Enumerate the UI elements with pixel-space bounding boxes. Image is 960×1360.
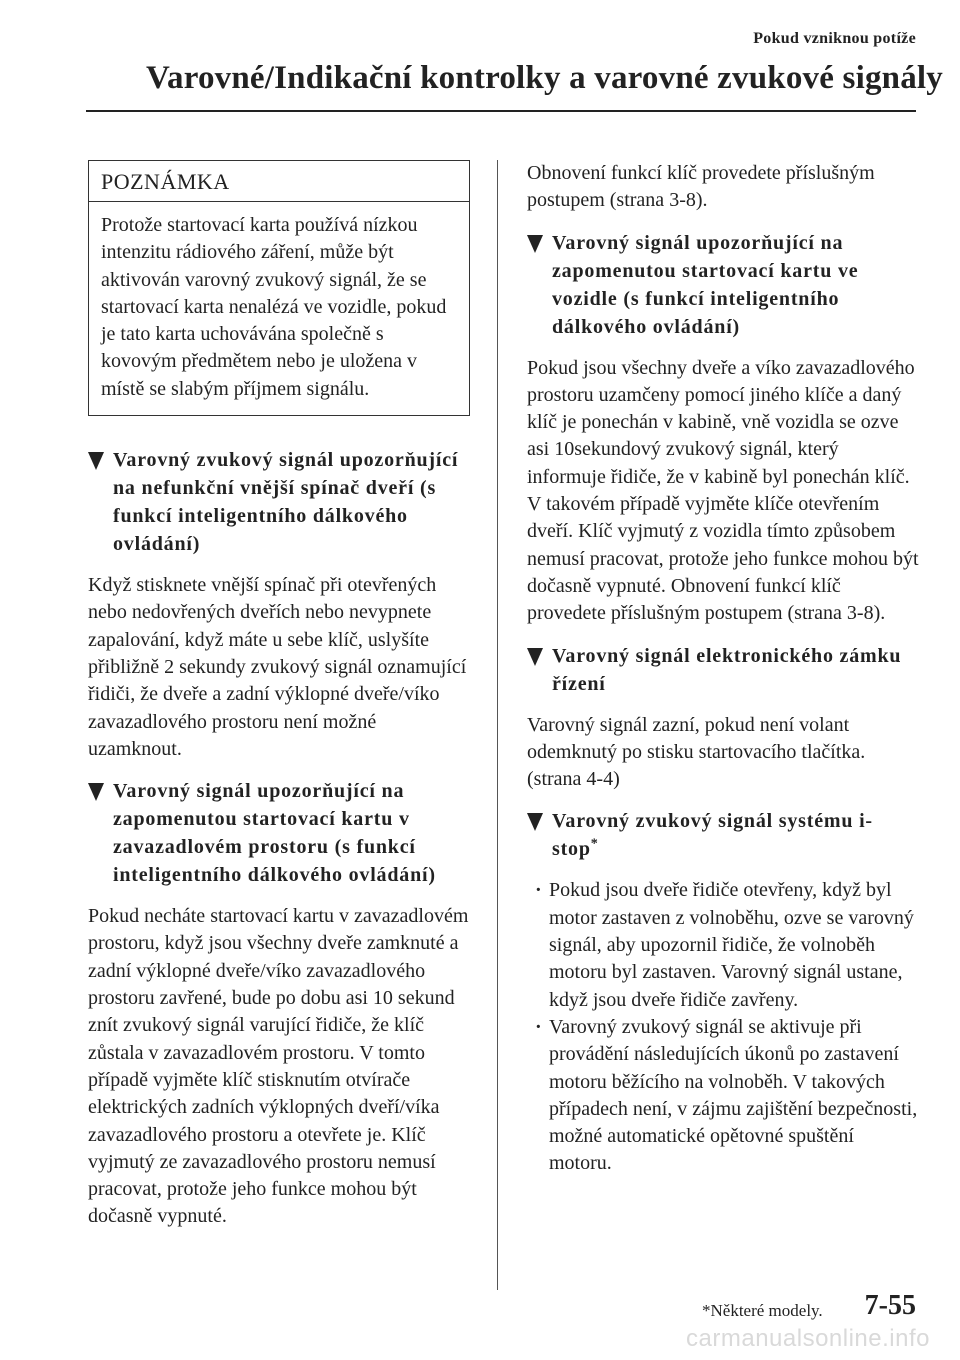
section-heading [88,777,470,889]
footnote-marker: * [590,836,599,852]
section-heading-text: Varovný signál upozorňující na zapomenutou startovací kartu v zavazadlovém prostoru (s funkcí inteligentního dálkového ovládání) [113,780,436,887]
section-heading [527,229,919,341]
bullet-dot-icon: · [535,1015,542,1038]
section-paragraph: Pokud necháte startovací kartu v zavazadlovém prostoru, když jsou všechny dveře zamknuté a zadní výklopné dveře/víko zavazadlového prostoru zavřené, bude po dobu asi 10 sekund znít zvukový signál varující řidiče, že klíč zůstala v zavazadlovém prostoru. V tomto případě vyjměte klíč stisknutím otvírače elektrických zadních výklopných dveří/víka zavazadlového prostoru a otevřete je. Klíč vyjmutý ze zavazadlového prostoru nemusí pracovat, protože jeho funkce mohou být dočasně vypnuté. [88,905,469,1228]
section-heading-text: Varovný signál elektronického zámku řízení [552,644,902,695]
list-item [527,877,919,1013]
section-heading-text: Varovný zvukový signál systému i-stop [552,810,873,861]
section-heading-text: Varovný signál upozorňující na zapomenutou startovací kartu ve vozidle (s funkcí inteligentního dálkového ovládání) [552,231,859,338]
watermark: carmanualsonline.info [686,1325,930,1352]
note-title: POZNÁMKA [89,161,469,202]
triangle-bullet-icon [88,783,104,801]
section-heading [527,642,919,698]
list-item-text: Pokud jsou dveře řidiče otevřeny, když byl motor zastaven z volnoběhu, ozve se varovný signál, aby upozornil řidiče, že volnoběh motoru byl zastaven. Varovný signál ustane, když jsou dveře řidiče zavřeny. [549,879,914,1011]
footnote: *Některé modely. [702,1301,823,1320]
section-paragraph: Varovný signál zazní, pokud není volant odemknutý po stisku startovacího tlačítka. (strana 4-4) [527,713,866,791]
list-item [527,1014,919,1178]
column-divider [497,160,498,1290]
page-number: 7-55 [864,1290,916,1321]
section-heading [527,807,919,863]
bullet-dot-icon: · [535,879,542,902]
triangle-bullet-icon [527,648,543,666]
triangle-bullet-icon [88,452,104,470]
section-paragraph: Pokud jsou všechny dveře a víko zavazadlového prostoru uzamčeny pomocí jiného klíče a daný klíč je ponechán v kabině, vně vozidla se ozve asi 10sekundový zvukový signál, který informuje řidiče, že v kabině byl ponechán klíč. V takovém případě vyjměte klíče otevřením dveří. Klíč vyjmutý z vozidla tímto způsobem nemusí pracovat, protože jeho funkce mohou být dočasně vypnuté. Obnovení funkcí klíč provedete příslušným postupem (strana 3-8). [527,356,919,625]
section-heading-text: Varovný zvukový signál upozorňující na nefunkční vnější spínač dveří (s funkcí inteligentního dálkového ovládání) [113,449,459,556]
bullet-list [527,877,919,1177]
note-box [88,160,470,416]
section-header-label: Pokud vzniknou potíže [753,30,916,47]
page-title: Varovné/Indikační kontrolky a varovné zvukové signály [146,60,943,96]
header-divider [86,110,916,112]
left-column [88,160,470,1245]
list-item-text: Varovný zvukový signál se aktivuje při provádění následujících úkonů po zastavení motoru běžícího na volnoběh. V takových případech není, v zájmu zajištění bezpečnosti, možné automatické opětovné spuštění motoru. [549,1015,918,1175]
right-column [527,160,919,1178]
note-body: Protože startovací karta používá nízkou intenzitu rádiového záření, může být aktivován varovný zvukový signál, že se startovací karta nenalézá ve vozidle, pokud je tato karta uchovávána společně s kovovým předmětem nebo je uložena v místě se slabým příjmem signálu. [101,214,447,400]
section-paragraph: Když stisknete vnější spínač při otevřených nebo nedovřených dveřích nebo nevypnete zapalování, když máte u sebe klíč, uslyšíte přibližně 2 sekundy zvukový signál oznamující řidiči, že dveře a zadní výklopné dveře/víko zavazadlového prostoru není možné uzamknout. [88,574,467,760]
intro-paragraph: Obnovení funkcí klíč provedete příslušným postupem (strana 3-8). [527,162,875,212]
triangle-bullet-icon [527,235,543,253]
section-heading [88,446,470,558]
triangle-bullet-icon [527,813,543,831]
